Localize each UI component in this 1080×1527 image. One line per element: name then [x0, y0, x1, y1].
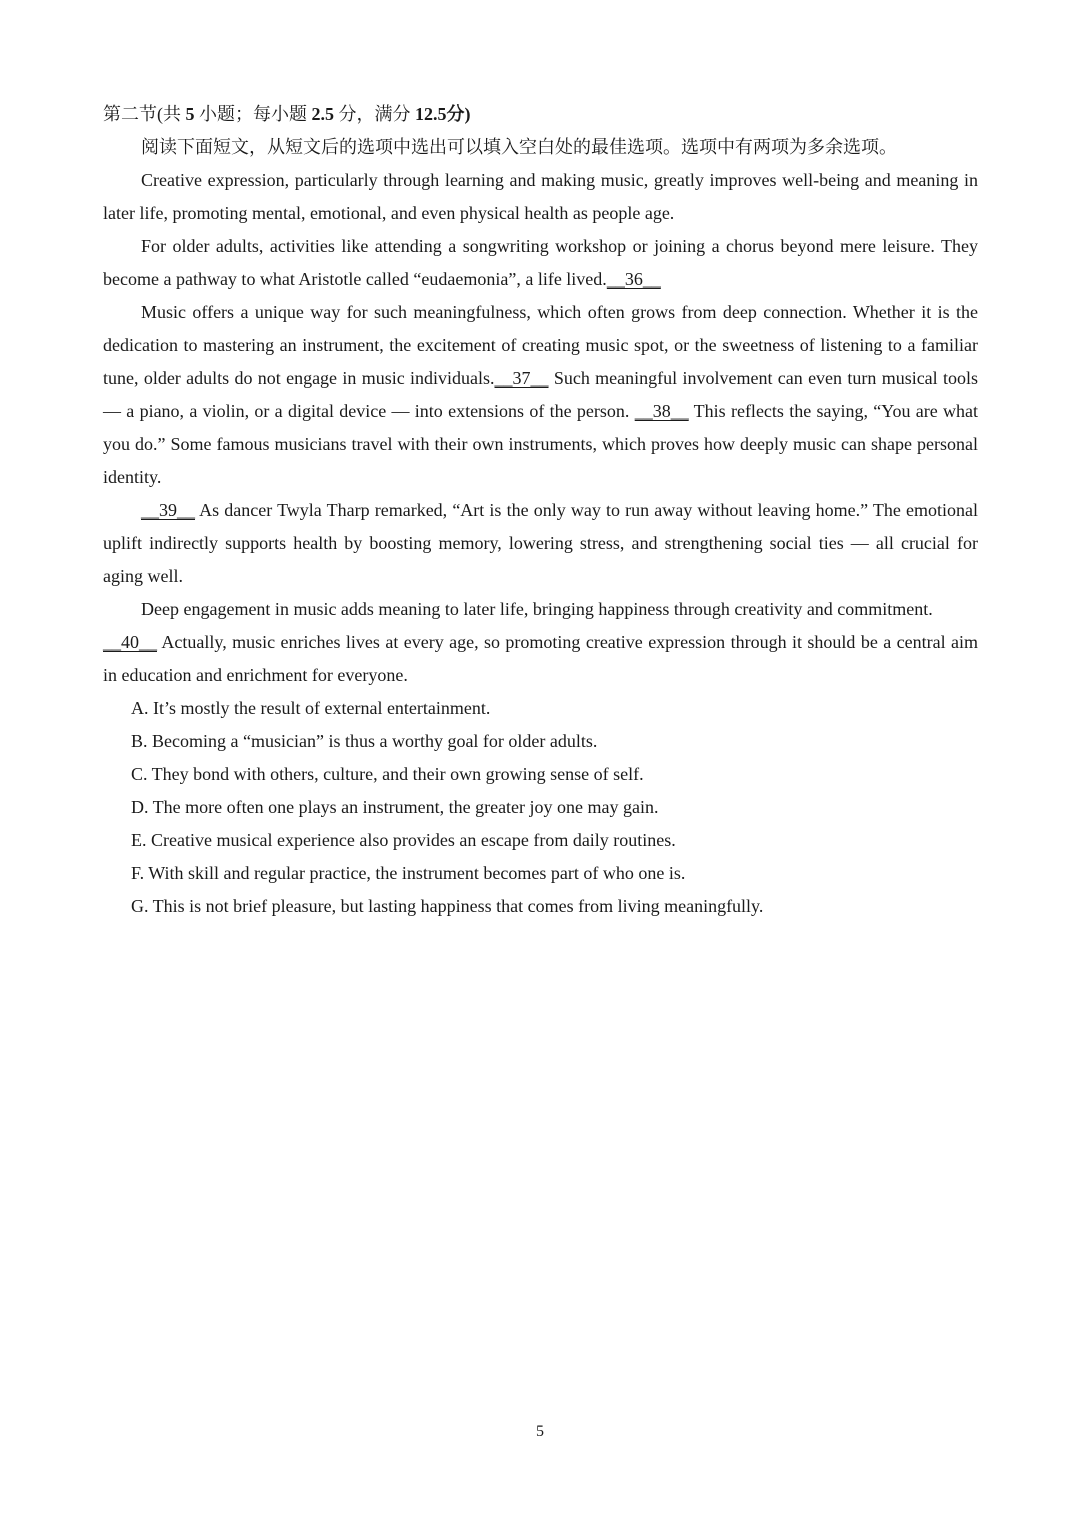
instruction-text: 阅读下面短文，从短文后的选项中选出可以填入空白处的最佳选项。选项中有两项为多余选项。 — [141, 137, 897, 157]
question-count: 5 — [185, 104, 195, 124]
heading-mid1: 小题；每小题 — [199, 104, 307, 124]
option-f: F. With skill and regular practice, the instrument becomes part of who one is. — [131, 863, 686, 883]
blank-39: __39__ — [141, 500, 195, 520]
score-total: 12.5 — [415, 104, 447, 124]
heading-suffix: 分) — [446, 104, 471, 124]
paragraph-3-text-a: Music offers a unique way for such meaningfulness, which often grows from deep connection. Whether it is the dedication to mastering an instrument, the excitement of creating music spot, or the sweetness of listening to a familiar tune, older adults do not engage in music individuals. — [103, 302, 978, 388]
paragraph-6-text: Actually, music enriches lives at every age, so promoting creative expression through it should be a central aim in education and enrichment for everyone. — [103, 632, 978, 685]
option-b: B. Becoming a “musician” is thus a worthy goal for older adults. — [131, 731, 598, 751]
paragraph-3-text-b: Such meaningful involvement can even turn musical tools — a piano, a violin, or a digital device — into extensions of the person. — [103, 368, 979, 421]
option-a: A. It’s mostly the result of external entertainment. — [131, 698, 491, 718]
passage-paragraph-6 — [103, 626, 978, 692]
page-number: 5 — [536, 1423, 544, 1440]
option-c: C. They bond with others, culture, and their own growing sense of self. — [131, 764, 644, 784]
paragraph-3-text-c: This reflects the saying, “You are what you do.” Some famous musicians travel with their own instruments, which proves how deeply music can shape personal identity. — [103, 401, 978, 487]
blank-38: __38__ — [634, 401, 689, 421]
section-heading — [103, 98, 978, 131]
passage-paragraph-5: Deep engagement in music adds meaning to later life, bringing happiness through creativity and commitment. — [141, 599, 933, 619]
option-d: D. The more often one plays an instrument, the greater joy one may gain. — [131, 797, 659, 817]
option-g: G. This is not brief pleasure, but lasting happiness that comes from living meaningfully. — [131, 896, 764, 916]
answer-options — [103, 692, 978, 923]
passage-paragraph-4 — [103, 494, 978, 593]
passage-paragraph-3 — [103, 296, 978, 494]
passage-paragraph-2 — [103, 230, 978, 296]
paragraph-4-text: As dancer Twyla Tharp remarked, “Art is the only way to run away without leaving home.” The emotional uplift indirectly supports health by boosting memory, lowering stress, and strengthening social ties — all crucial for aging well. — [103, 500, 978, 586]
score-each: 2.5 — [311, 104, 334, 124]
document-page — [103, 98, 978, 923]
heading-mid2: 分，满分 — [338, 104, 411, 124]
blank-36: __36__ — [606, 269, 661, 289]
passage-paragraph-1: Creative expression, particularly through learning and making music, greatly improves well-being and meaning in later life, promoting mental, emotional, and even physical health as people age. — [103, 170, 978, 223]
blank-37: __37__ — [494, 368, 549, 388]
option-e: E. Creative musical experience also provides an escape from daily routines. — [131, 830, 676, 850]
paragraph-2-text: For older adults, activities like attending a songwriting workshop or joining a chorus beyond mere leisure. They become a pathway to what Aristotle called “eudaemonia”, a life lived. — [103, 236, 978, 289]
blank-40: __40__ — [103, 632, 157, 652]
heading-prefix: 第二节(共 — [103, 104, 181, 124]
